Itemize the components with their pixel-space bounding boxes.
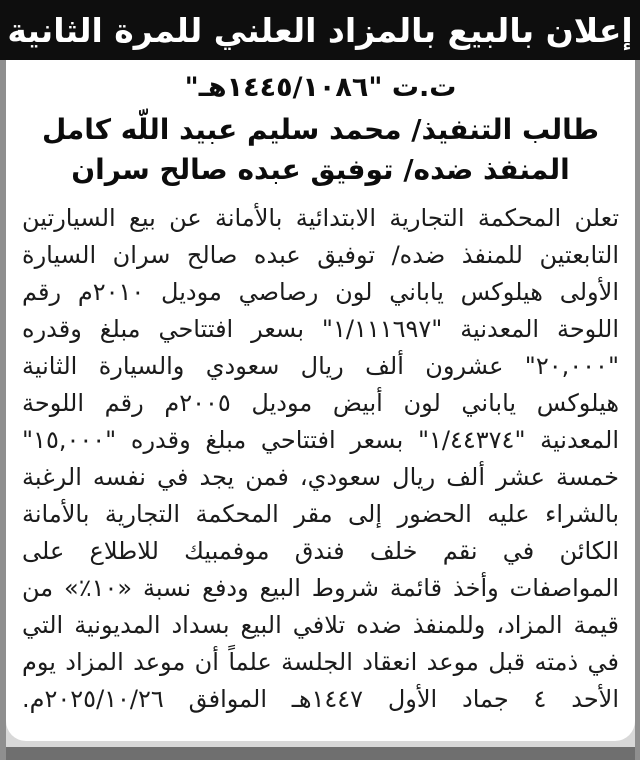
- ad-content-box: [6, 60, 635, 741]
- body-line: المواصفات وأخذ قائمة شروط البيع ودفع نسبة «١٠٪» من: [22, 574, 619, 602]
- body-line: اللوحة المعدنية "١/١١١٦٩٧" بسعر افتتاحي مبلغ وقدره: [22, 315, 619, 343]
- bottom-rule: [6, 747, 635, 760]
- body-line: خمسة عشر ألف ريال سعودي، فمن يجد في نفسه الرغبة: [22, 463, 619, 491]
- body-line: التابعتين للمنفذ ضده/ توفيق عبده صالح سران السيارة: [22, 241, 619, 269]
- ad-banner-title: إعلان بالبيع بالمزاد العلني للمرة الثانية: [7, 10, 633, 50]
- case-reference: ت.ت "١٤٤٥/١٠٨٦هـ": [184, 72, 457, 103]
- ad-body-paragraph: [22, 200, 619, 718]
- body-line: "٢٠,٠٠٠" عشرون ألف ريال سعودي والسيارة الثانية: [22, 352, 619, 380]
- body-line: قيمة المزاد، وللمنفذ ضده تلافي البيع بسداد المديونية التي: [22, 611, 619, 639]
- body-line: هيلوكس ياباني لون أبيض موديل ٢٠٠٥م رقم اللوحة: [22, 389, 619, 417]
- body-line: في ذمته قبل موعد انعقاد الجلسة علماً أن موعد المزاد يوم: [22, 648, 619, 676]
- execution-defendant: المنفذ ضده/ توفيق عبده صالح سران: [71, 153, 570, 186]
- body-line: الأولى هيلوكس ياباني لون رصاصي موديل ٢٠١٠م رقم: [22, 278, 619, 306]
- column-rule-right: [635, 60, 640, 760]
- body-line: بالشراء عليه الحضور إلى مقر المحكمة التجارية بالأمانة: [22, 500, 619, 528]
- body-line: تعلن المحكمة التجارية الابتدائية بالأمانة عن بيع السيارتين: [22, 204, 619, 232]
- ad-banner: [0, 0, 640, 60]
- body-line: الأحد ٤ جماد الأول ١٤٤٧هـ الموافق ٢٠٢٥/١٠/٢٦م.: [22, 685, 619, 713]
- body-line: المعدنية "١/٤٤٣٧٤" بسعر افتتاحي مبلغ وقدره "١٥,٠٠٠": [22, 426, 619, 454]
- execution-requester: طالب التنفيذ/ محمد سليم عبيد اللّه كامل: [41, 113, 600, 146]
- body-line: الكائن في نقم خلف فندق موفمبيك للاطلاع على: [22, 537, 619, 565]
